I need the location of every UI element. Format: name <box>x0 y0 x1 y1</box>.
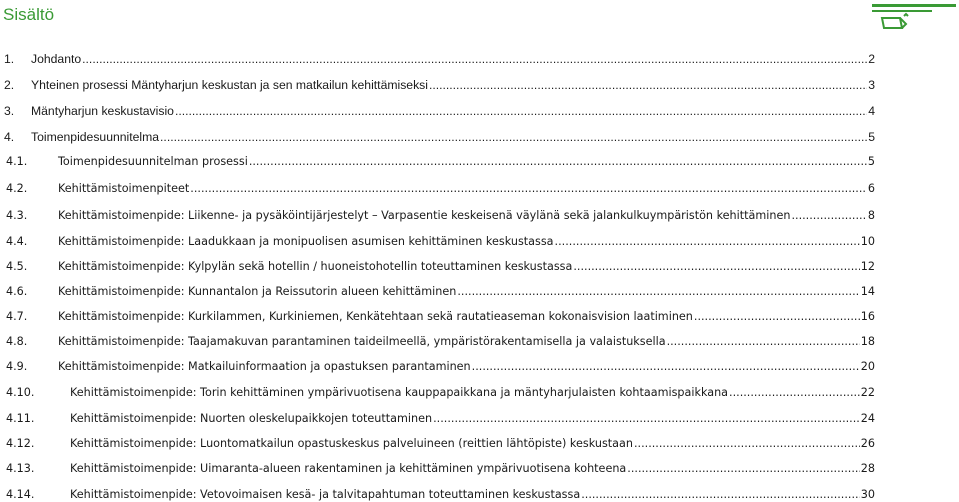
toc-leader-dots <box>581 487 860 502</box>
toc-entry[interactable] <box>0 411 875 426</box>
toc-entry[interactable] <box>0 461 875 476</box>
toc-leader-dots <box>429 78 867 93</box>
toc-entry-number: 1. <box>4 52 15 66</box>
toc-entry-title[interactable]: Kehittämistoimenpide: Kunnantalon ja Reissutorin alueen kehittäminen <box>58 285 457 298</box>
toc-entry-number: 4.2. <box>6 182 28 195</box>
toc-entry-page[interactable]: 18 <box>860 335 875 348</box>
toc-entry-page[interactable]: 5 <box>867 155 875 168</box>
toc-entry-number: 4.4. <box>6 235 28 248</box>
toc-entry[interactable] <box>0 436 875 451</box>
toc-leader-dots <box>472 359 860 374</box>
toc-entry-page[interactable]: 4 <box>868 104 875 118</box>
toc-entry[interactable] <box>0 334 875 349</box>
toc-entry-title[interactable]: Kehittämistoimenpide: Matkailuinformaation ja opastuksen parantaminen <box>58 360 471 373</box>
toc-entry-number: 4. <box>4 130 15 144</box>
toc-leader-dots <box>160 130 867 145</box>
toc-entry-title[interactable]: Toimenpidesuunnitelman prosessi <box>58 155 248 168</box>
toc-entry-page[interactable]: 24 <box>860 412 875 425</box>
toc-entry-number: 4.9. <box>6 360 28 373</box>
toc-entry-title[interactable]: Kehittämistoimenpide: Kylpylän sekä hotellin / huoneistohotellin toteuttaminen keskustassa <box>58 260 573 273</box>
toc-entry-page[interactable]: 20 <box>860 360 875 373</box>
toc-entry[interactable] <box>0 359 875 374</box>
toc-entry-page[interactable]: 14 <box>860 285 875 298</box>
toc-entry-page[interactable]: 30 <box>860 488 875 501</box>
toc-leader-dots <box>555 234 860 249</box>
toc-entry-number: 4.3. <box>6 209 28 222</box>
toc-entry-number: 4.6. <box>6 285 28 298</box>
toc-entry-title[interactable]: Yhteinen prosessi Mäntyharjun keskustan ja sen matkailun kehittämiseksi <box>31 78 428 92</box>
toc-entry-page[interactable]: 26 <box>860 437 875 450</box>
toc-leader-dots <box>694 309 860 324</box>
toc-entry-page[interactable]: 5 <box>868 130 875 144</box>
toc-entry-number: 4.5. <box>6 260 28 273</box>
toc-entry-number: 4.14. <box>6 488 35 501</box>
toc-leader-dots <box>573 259 859 274</box>
toc-entry-page[interactable]: 22 <box>860 386 875 399</box>
toc-entry-page[interactable]: 3 <box>868 78 875 92</box>
toc-entry[interactable] <box>0 385 875 400</box>
toc-entry-title[interactable]: Kehittämistoimenpide: Taajamakuvan parantaminen taideilmeellä, ympäristörakentamisella ja valaistuksella <box>58 335 666 348</box>
toc-entry[interactable] <box>0 181 875 196</box>
toc-entry-title[interactable]: Kehittämistoimenpide: Torin kehittäminen ympärivuotisena kauppapaikkana ja mäntyharjulaisten kohtaamispaikkana <box>70 386 729 399</box>
toc-leader-dots <box>634 436 860 451</box>
toc-entry[interactable] <box>0 208 875 223</box>
toc-leader-dots <box>457 284 859 299</box>
toc-entry-page[interactable]: 12 <box>860 260 875 273</box>
toc-entry-number: 4.7. <box>6 310 28 323</box>
toc-entry-number: 4.11. <box>6 412 35 425</box>
toc-entry[interactable] <box>0 52 875 67</box>
toc-entry-number: 3. <box>4 104 15 118</box>
toc-leader-dots <box>175 104 867 119</box>
toc-entry[interactable] <box>0 259 875 274</box>
toc-entry-page[interactable]: 8 <box>867 209 875 222</box>
toc-entry[interactable] <box>0 487 875 502</box>
toc-entry[interactable] <box>0 234 875 249</box>
toc-leader-dots <box>190 181 867 196</box>
toc-entry[interactable] <box>0 309 875 324</box>
toc-leader-dots <box>627 461 859 476</box>
toc-entry[interactable] <box>0 284 875 299</box>
toc-leader-dots <box>433 411 860 426</box>
toc-leader-dots <box>791 208 866 223</box>
toc-entry[interactable] <box>0 130 875 145</box>
toc-entry-title[interactable]: Toimenpidesuunnitelma <box>31 130 160 144</box>
toc-entry-title[interactable]: Kehittämistoimenpide: Luontomatkailun opastuskeskus palveluineen (reittien lähtöpiste) keskustaan <box>70 437 633 450</box>
toc-entry-title[interactable]: Kehittämistoimenpide: Nuorten oleskelupaikkojen toteuttaminen <box>70 412 433 425</box>
toc-entry[interactable] <box>0 104 875 119</box>
toc-leader-dots <box>82 52 867 67</box>
toc-leader-dots <box>249 154 867 169</box>
toc-entry-page[interactable]: 10 <box>860 235 875 248</box>
toc-entry-page[interactable]: 28 <box>860 462 875 475</box>
toc-entry-title[interactable]: Kehittämistoimenpide: Uimaranta-alueen rakentaminen ja kehittäminen ympärivuotisena kohteena <box>70 462 627 475</box>
toc-entry-title[interactable]: Kehittämistoimenpide: Liikenne- ja pysäköintijärjestelyt – Varpasentie keskeisenä väylänä sekä jalankulkuympäristön kehittäminen <box>58 209 791 222</box>
toc-entry[interactable] <box>0 78 875 93</box>
toc-entry-title[interactable]: Kehittämistoimenpide: Kurkilammen, Kurkiniemen, Kenkätehtaan sekä rautatieaseman kokonaisvision laatiminen <box>58 310 693 323</box>
toc-entry-number: 4.1. <box>6 155 28 168</box>
toc-entry-number: 4.10. <box>6 386 35 399</box>
toc-entry[interactable] <box>0 154 875 169</box>
toc-entry-page[interactable]: 16 <box>860 310 875 323</box>
toc-entry-title[interactable]: Johdanto <box>31 52 82 66</box>
toc-entry-title[interactable]: Mäntyharjun keskustavisio <box>31 104 174 118</box>
toc-leader-dots <box>667 334 860 349</box>
page-title: Sisältö <box>3 5 55 24</box>
toc-entry-title[interactable]: Kehittämistoimenpiteet <box>58 182 190 195</box>
toc-leader-dots <box>729 385 860 400</box>
toc-entry-title[interactable]: Kehittämistoimenpide: Vetovoimaisen kesä- ja talvitapahtuman toteuttaminen keskustassa <box>70 488 581 501</box>
toc-entry-number: 4.13. <box>6 462 35 475</box>
toc-entry-number: 4.12. <box>6 437 35 450</box>
toc-entry-page[interactable]: 6 <box>867 182 875 195</box>
toc-entry-title[interactable]: Kehittämistoimenpide: Laadukkaan ja monipuolisen asumisen kehittäminen keskustassa <box>58 235 554 248</box>
toc-entry-page[interactable]: 2 <box>868 52 875 66</box>
toc-entry-number: 2. <box>4 78 15 92</box>
toc-entry-number: 4.8. <box>6 335 28 348</box>
